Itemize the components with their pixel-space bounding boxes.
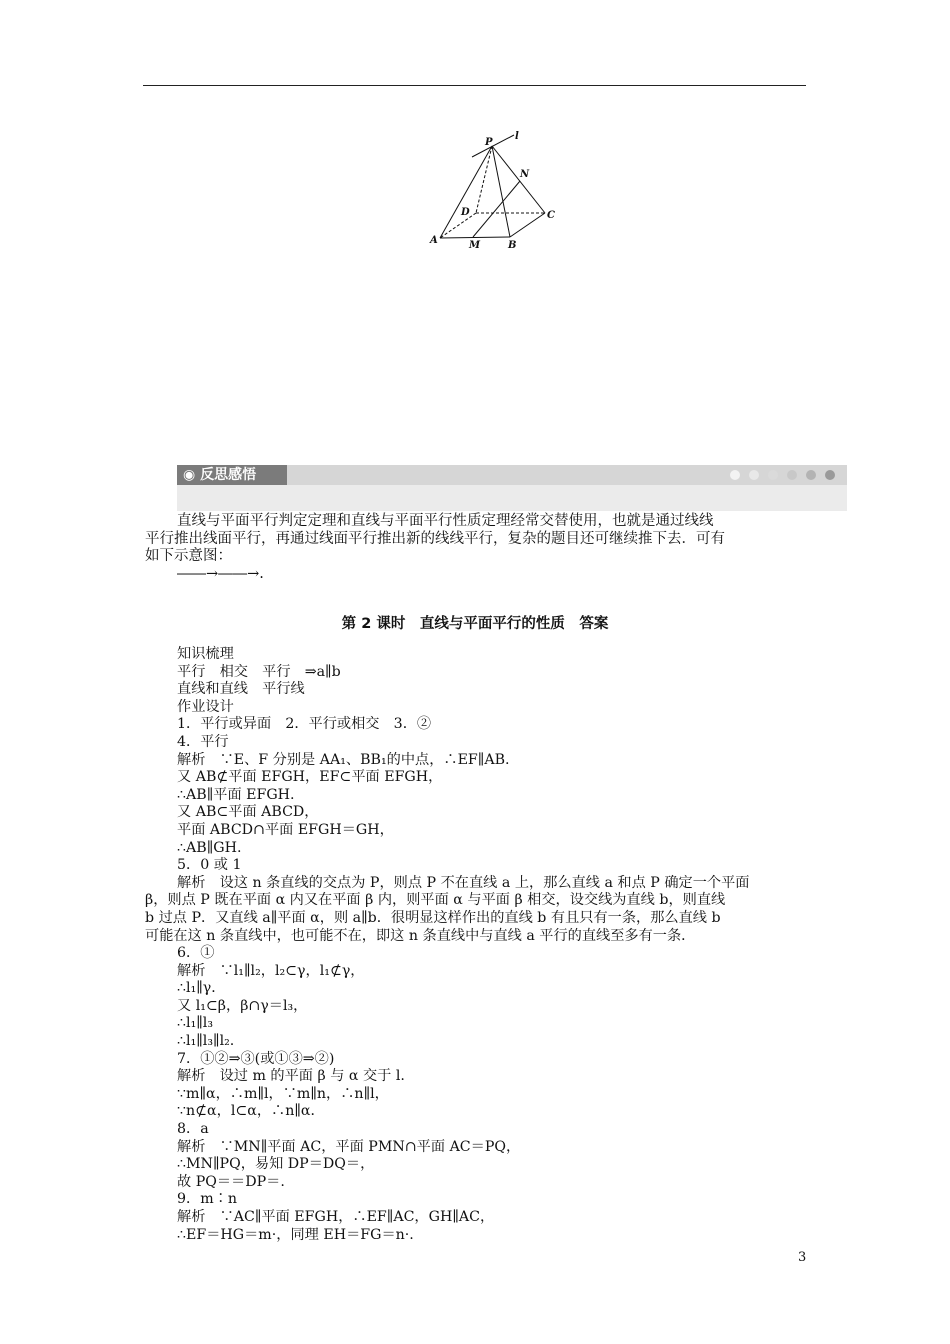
answer-line: ∵n⊄α，l⊂α，∴n∥α． xyxy=(177,1103,325,1120)
answer-line: b 过点 P．又直线 a∥平面 α，则 a∥b．很明显这样作出的直线 b 有且只有一条，那么直线 b xyxy=(145,909,721,926)
dot-icon xyxy=(806,470,816,480)
answer-line: 解析 ∵MN∥平面 AC，平面 PMN∩平面 AC＝PQ， xyxy=(177,1138,521,1155)
header-rule xyxy=(143,85,806,86)
answer-line: 可能在这 n 条直线中，也可能不在，即这 n 条直线中与直线 a 平行的直线至多有一条． xyxy=(145,927,696,944)
answer-line: ∴l₁∥l₃ xyxy=(177,1015,214,1032)
answer-line: 4．平行 xyxy=(177,733,229,750)
dot-icon xyxy=(825,470,835,480)
answer-line: ∴AB∥GH. xyxy=(177,839,242,856)
answer-line: 解析 设过 m 的平面 β 与 α 交于 l. xyxy=(177,1068,405,1085)
reflection-banner xyxy=(177,465,847,511)
edge-PD xyxy=(476,146,492,213)
answer-line: 6．① xyxy=(177,945,215,962)
answer-line: 知识梳理 xyxy=(177,646,234,662)
answer-line: 直线和直线 平行线 xyxy=(177,681,305,698)
answer-line: 平行 相交 平行 ⇒a∥b xyxy=(177,663,341,680)
answer-line: ∴MN∥PQ，易知 DP＝DQ＝， xyxy=(177,1156,375,1173)
paragraph-line: 平行推出线面平行，再通过线面平行推出新的线线平行，复杂的题目还可继续推下去．可有 xyxy=(145,530,725,547)
edge-DA xyxy=(440,213,476,238)
answer-line: ∴l₁∥γ． xyxy=(177,980,226,997)
answer-line: 解析 ∵E、F 分别是 AA₁、BB₁的中点，∴EF∥AB. xyxy=(177,751,510,768)
reflection-title: ◉ 反思感悟 xyxy=(177,465,287,485)
answer-line: 解析 ∵AC∥平面 EFGH，∴EF∥AC，GH∥AC， xyxy=(177,1209,495,1225)
answer-line: 平面 ABCD∩平面 EFGH＝GH， xyxy=(177,821,394,838)
answer-line: ∴EF＝HG＝m·，同理 EH＝FG＝n·. xyxy=(177,1226,414,1243)
edge-BC xyxy=(510,213,545,237)
answers-list xyxy=(145,646,813,1244)
answer-line: 1．平行或异面 2．平行或相交 3．② xyxy=(177,716,432,733)
dot-icon xyxy=(787,470,797,480)
label-A: A xyxy=(430,235,438,246)
answer-line: β，则点 P 既在平面 α 内又在平面 β 内，则平面 α 与平面 β 相交，设交线为直线 b，则直线 xyxy=(145,892,726,909)
answer-line: 8．a xyxy=(177,1121,209,1138)
answer-line: 7．①②⇒③(或①③⇒②) xyxy=(177,1050,335,1067)
answer-line: 又 AB⊄平面 EFGH，EF⊂平面 EFGH， xyxy=(177,769,443,786)
answer-line: 又 AB⊂平面 ABCD， xyxy=(177,804,319,821)
answer-line: 又 l₁⊂β，β∩γ＝l₃， xyxy=(177,997,308,1014)
page-number: 3 xyxy=(798,1250,807,1265)
answer-line: 解析 ∵l₁∥l₂，l₂⊂γ，l₁⊄γ， xyxy=(177,962,365,979)
answer-line: 作业设计 xyxy=(177,698,234,715)
reflection-paragraph xyxy=(145,513,807,583)
answer-line: 故 PQ＝＝DP＝. xyxy=(177,1173,285,1190)
answer-line: ∴l₁∥l₃∥l₂. xyxy=(177,1033,235,1050)
label-N: N xyxy=(520,169,530,180)
reflection-strip xyxy=(287,465,847,485)
label-M: M xyxy=(469,240,481,251)
answer-line: ∵m∥α，∴m∥l，∵m∥n，∴n∥l， xyxy=(177,1085,389,1102)
segment-NM xyxy=(473,181,520,237)
edge-PB xyxy=(492,146,510,237)
paragraph-line: 如下示意图： xyxy=(145,548,232,564)
dot-icon xyxy=(749,470,759,480)
label-C: C xyxy=(547,210,555,221)
dot-icon xyxy=(730,470,740,480)
answer-line: 5．0 或 1 xyxy=(177,857,242,874)
edge-PC xyxy=(492,146,545,213)
section-heading: 第 2 课时 直线与平面平行的性质 答案 xyxy=(341,616,609,632)
line-l xyxy=(472,135,514,157)
label-B: B xyxy=(508,240,517,251)
label-l: l xyxy=(515,131,519,142)
dot-icon xyxy=(768,470,778,480)
answer-line: ∴AB∥平面 EFGH. xyxy=(177,786,295,803)
label-P: P xyxy=(485,137,493,148)
paragraph-line: ――→――→. xyxy=(177,565,264,582)
label-D: D xyxy=(461,207,470,218)
answer-line: 解析 设这 n 条直线的交点为 P，则点 P 不在直线 a 上，那么直线 a 和点 P 确定一个平面 xyxy=(177,874,750,891)
answer-line: 9．m∶n xyxy=(177,1191,237,1208)
paragraph-line: 直线与平面平行判定定理和直线与平面平行性质定理经常交替使用，也就是通过线线 xyxy=(177,513,714,529)
edge-AB xyxy=(440,237,510,238)
decorative-dots xyxy=(730,470,835,480)
pyramid-figure xyxy=(420,125,570,260)
